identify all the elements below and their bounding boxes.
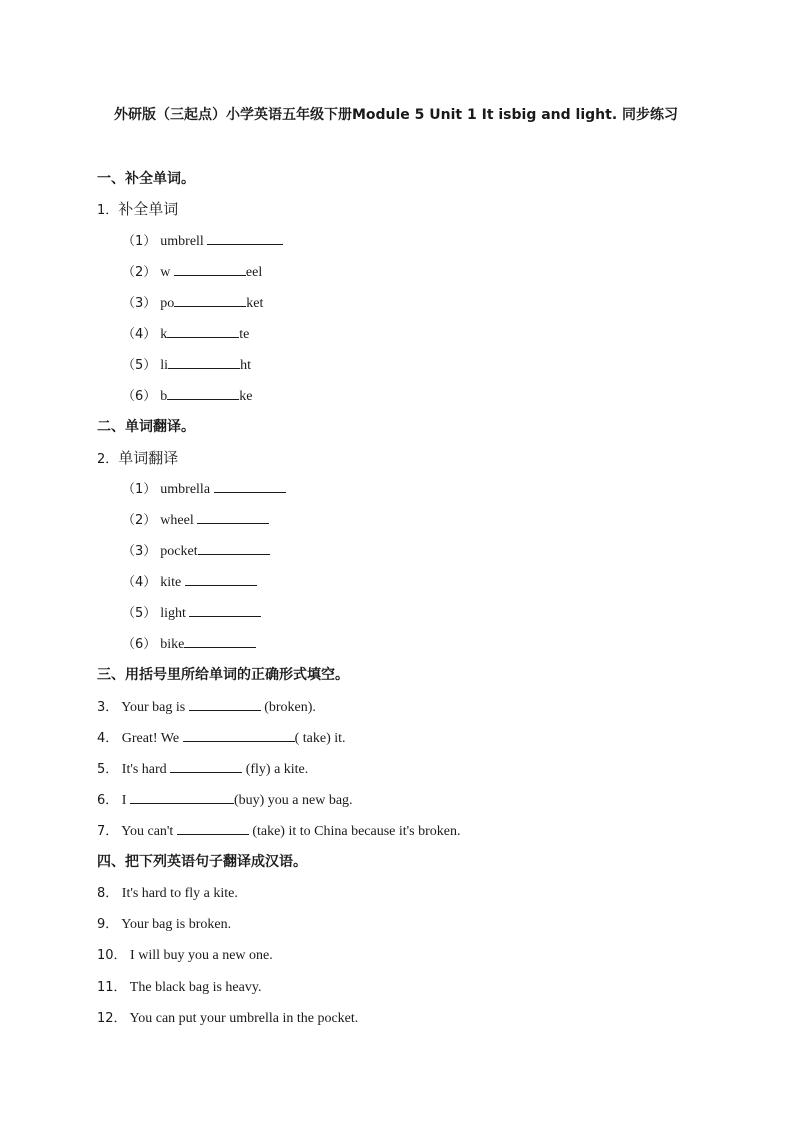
fill-question-3 bbox=[97, 697, 316, 718]
sentence-end: ( take) it. bbox=[294, 731, 346, 746]
answer-blank[interactable] bbox=[170, 759, 242, 773]
item-number: （4） bbox=[122, 575, 157, 590]
word: light bbox=[160, 606, 190, 621]
question-number: 11． bbox=[97, 980, 127, 995]
item-number: （2） bbox=[122, 265, 157, 280]
item-number: （3） bbox=[122, 296, 157, 311]
answer-blank[interactable] bbox=[197, 510, 269, 524]
section-heading-4: 四、把下列英语句子翻译成汉语。 bbox=[97, 854, 307, 870]
word-start: k bbox=[160, 327, 168, 342]
question-number: 9． bbox=[97, 917, 119, 932]
sentence-end: (fly) a kite. bbox=[242, 762, 309, 777]
word-start: umbrell bbox=[160, 234, 208, 249]
sentence-end: (buy) you a new bag. bbox=[233, 793, 353, 808]
q1-item-6 bbox=[122, 386, 253, 407]
item-number: （3） bbox=[122, 544, 157, 559]
answer-blank[interactable] bbox=[189, 603, 261, 617]
section-heading-1: 一、补全单词。 bbox=[97, 171, 195, 187]
question-number: 2． bbox=[97, 452, 119, 467]
section-heading-2: 二、单词翻译。 bbox=[97, 419, 195, 435]
translate-question-9 bbox=[97, 915, 231, 935]
answer-blank[interactable] bbox=[207, 231, 283, 245]
word-end: ket bbox=[246, 296, 264, 311]
item-number: （1） bbox=[122, 234, 157, 249]
sentence: I will buy you a new one. bbox=[130, 948, 273, 963]
question-number: 12． bbox=[97, 1011, 127, 1026]
translate-question-8 bbox=[97, 884, 238, 904]
word-start: b bbox=[160, 389, 168, 404]
item-number: （5） bbox=[122, 606, 157, 621]
sentence-end: (broken). bbox=[260, 700, 316, 715]
sentence-start: You can't bbox=[121, 824, 177, 839]
q1-item-1 bbox=[122, 231, 283, 252]
sentence-start: I bbox=[121, 793, 130, 808]
question-2 bbox=[97, 448, 178, 470]
item-number: （4） bbox=[122, 327, 157, 342]
answer-blank[interactable] bbox=[168, 355, 240, 369]
question-number: 6． bbox=[97, 793, 119, 808]
sentence: The black bag is heavy. bbox=[129, 980, 262, 995]
word-start: w bbox=[160, 265, 174, 280]
fill-question-4 bbox=[97, 728, 346, 749]
word: pocket bbox=[160, 544, 198, 559]
answer-blank[interactable] bbox=[174, 293, 246, 307]
answer-blank[interactable] bbox=[189, 697, 261, 711]
word-end: eel bbox=[245, 265, 263, 280]
fill-question-7 bbox=[97, 821, 461, 842]
word-end: ht bbox=[240, 358, 251, 373]
word: kite bbox=[160, 575, 185, 590]
answer-blank[interactable] bbox=[167, 324, 239, 338]
translate-question-11 bbox=[97, 978, 261, 998]
item-number: （6） bbox=[122, 389, 157, 404]
word: wheel bbox=[160, 513, 198, 528]
page-title: 外研版（三起点）小学英语五年级下册Module 5 Unit 1 It isbig and light. 同步练习 bbox=[113, 107, 679, 123]
sentence-start: Your bag is bbox=[121, 700, 189, 715]
question-number: 1． bbox=[97, 203, 119, 218]
q2-item-6 bbox=[122, 634, 256, 655]
answer-blank[interactable] bbox=[185, 572, 257, 586]
item-number: （1） bbox=[122, 482, 157, 497]
item-number: （2） bbox=[122, 513, 157, 528]
question-label: 单词翻译 bbox=[118, 449, 179, 467]
answer-blank[interactable] bbox=[183, 728, 295, 742]
word-start: po bbox=[160, 296, 175, 311]
answer-blank[interactable] bbox=[130, 790, 234, 804]
q1-item-5 bbox=[122, 355, 251, 376]
q1-item-2 bbox=[122, 262, 262, 283]
question-1 bbox=[97, 199, 178, 221]
answer-blank[interactable] bbox=[214, 479, 286, 493]
q1-item-3 bbox=[122, 293, 263, 314]
answer-blank[interactable] bbox=[198, 541, 270, 555]
question-number: 10． bbox=[97, 948, 127, 963]
question-label: 补全单词 bbox=[118, 200, 179, 218]
question-number: 8． bbox=[97, 886, 119, 901]
word: bike bbox=[160, 637, 185, 652]
question-number: 5． bbox=[97, 762, 119, 777]
section-heading-3: 三、用括号里所给单词的正确形式填空。 bbox=[97, 667, 349, 683]
sentence-start: Great! We bbox=[121, 731, 183, 746]
translate-question-10 bbox=[97, 946, 273, 966]
sentence-end: (take) it to China because it's broken. bbox=[248, 824, 461, 839]
fill-question-6 bbox=[97, 790, 353, 811]
word: umbrella bbox=[160, 482, 214, 497]
answer-blank[interactable] bbox=[174, 262, 246, 276]
fill-question-5 bbox=[97, 759, 308, 780]
q1-item-4 bbox=[122, 324, 249, 345]
word-end: ke bbox=[239, 389, 253, 404]
answer-blank[interactable] bbox=[177, 821, 249, 835]
sentence: Your bag is broken. bbox=[121, 917, 232, 932]
answer-blank[interactable] bbox=[167, 386, 239, 400]
q2-item-3 bbox=[122, 541, 270, 562]
sentence-start: It's hard bbox=[121, 762, 171, 777]
q2-item-5 bbox=[122, 603, 261, 624]
item-number: （5） bbox=[122, 358, 157, 373]
item-number: （6） bbox=[122, 637, 157, 652]
answer-blank[interactable] bbox=[184, 634, 256, 648]
sentence: You can put your umbrella in the pocket. bbox=[129, 1011, 359, 1026]
sentence: It's hard to fly a kite. bbox=[121, 886, 238, 901]
question-number: 4． bbox=[97, 731, 119, 746]
translate-question-12 bbox=[97, 1009, 358, 1029]
question-number: 3． bbox=[97, 700, 119, 715]
word-start: li bbox=[160, 358, 169, 373]
q2-item-2 bbox=[122, 510, 269, 531]
question-number: 7． bbox=[97, 824, 119, 839]
q2-item-4 bbox=[122, 572, 257, 593]
word-end: te bbox=[239, 327, 250, 342]
q2-item-1 bbox=[122, 479, 286, 500]
